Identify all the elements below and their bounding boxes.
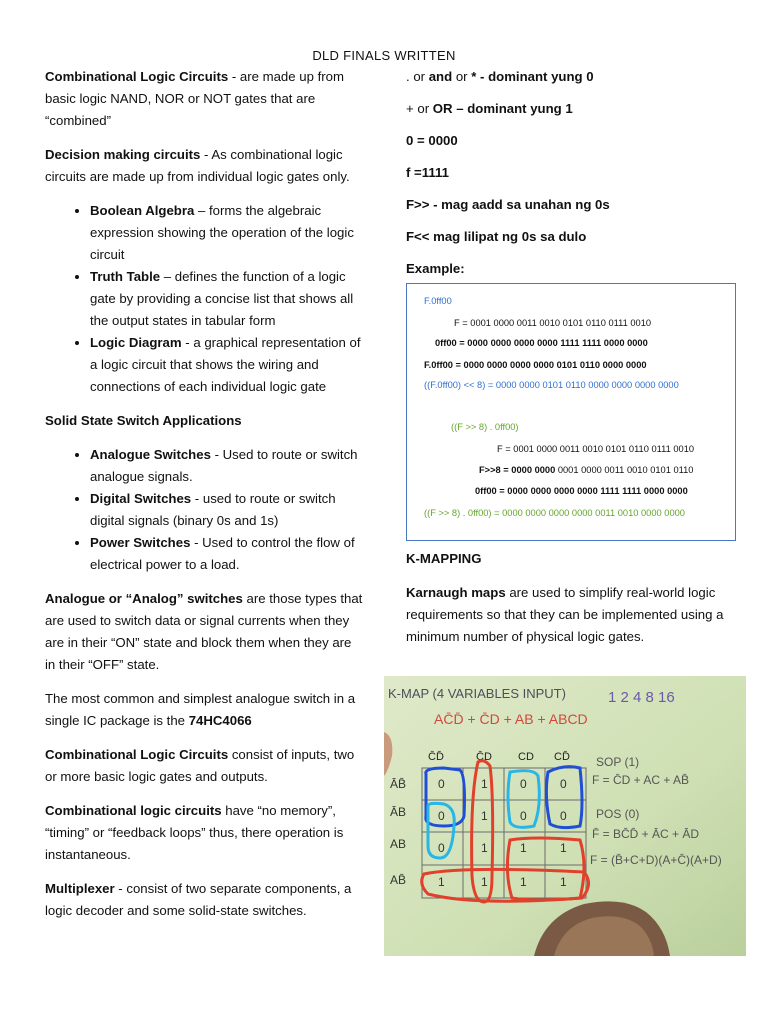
kmap-col-label: C̄D — [476, 751, 492, 763]
example-line: 0ff00 = 0000 0000 0000 0000 1111 1111 0000 0000 — [475, 486, 688, 496]
page-title: DLD FINALS WRITTEN — [312, 48, 456, 63]
svg-text:1: 1 — [520, 875, 527, 889]
paragraph-decision-circuits: Decision making circuits - As combinational logic circuits are made up from individual logic gates only. — [45, 147, 350, 184]
paragraph-combinational-intro: Combinational Logic Circuits - are made up from basic logic NAND, NOR or NOT gates that are “combined” — [45, 69, 344, 128]
svg-text:0: 0 — [560, 809, 567, 823]
svg-text:1: 1 — [481, 875, 488, 889]
list-item: • Boolean Algebra – forms the algebraic expression showing the operation of the logic circuit — [90, 200, 365, 266]
example-line: ((F >> 8) . 0ff00) = 0000 0000 0000 0000 0011 0010 0000 0000 — [424, 508, 685, 518]
svg-text:0: 0 — [438, 841, 445, 855]
svg-text:0: 0 — [560, 777, 567, 791]
svg-text:0: 0 — [520, 809, 527, 823]
svg-text:1: 1 — [481, 841, 488, 855]
kmap-row-label: AB̄ — [390, 873, 407, 887]
list-item: • Truth Table – defines the function of a logic gate by providing a concise list that shows all the output states in tabular form — [90, 266, 365, 332]
representation-list — [45, 200, 365, 398]
svg-text:1: 1 — [560, 875, 567, 889]
sop-label: SOP (1) — [596, 755, 640, 769]
switch-applications-list — [45, 444, 365, 576]
svg-text:0: 0 — [520, 777, 527, 791]
example-line: F = 0001 0000 0011 0010 0101 0110 0111 0010 — [497, 444, 695, 454]
svg-text:1: 1 — [520, 841, 527, 855]
example-label: Example: — [406, 261, 465, 276]
left-column — [45, 66, 365, 934]
kmap-heading: K-MAPPING — [406, 551, 482, 566]
kmap-col-label: CD̄ — [554, 751, 570, 763]
paragraph-no-memory: Combinational logic circuits have “no memory”, “timing” or “feedback loops” thus, there operation is instantaneous. — [45, 803, 344, 862]
example-line: F = 0001 0000 0011 0010 0101 0110 0111 0010 — [454, 318, 652, 328]
right-column — [406, 66, 736, 290]
kmap-row-label: AB — [390, 837, 407, 851]
svg-text:1: 1 — [560, 841, 567, 855]
paragraph-multiplexer: Multiplexer - consist of two separate components, a logic decoder and some solid-state switches. — [45, 881, 352, 918]
photo-header-numbers: 1 2 4 8 16 — [608, 689, 675, 706]
pos-label: POS (0) — [596, 807, 640, 821]
example-box — [406, 283, 736, 541]
f-hex-line: f =1111 — [406, 165, 449, 180]
shift-right-line: F>> - mag aadd sa unahan ng 0s — [406, 197, 610, 212]
heading-solid-state: Solid State Switch Applications — [45, 413, 242, 428]
paragraph-analogue-switches: Analogue or “Analog” switches are those types that are used to switch data or signal currents when they are in their “ON” state and block them when they are in their “OFF” state. — [45, 591, 363, 672]
kmap-section — [406, 548, 736, 660]
kmap-col-label: CD — [518, 751, 534, 763]
example-line: F.0ff00 = 0000 0000 0000 0000 0101 0110 0000 0000 — [424, 360, 647, 370]
photo-header: K-MAP (4 VARIABLES INPUT) — [388, 686, 566, 701]
example-line: ((F.0ff00) << 8) = 0000 0000 0101 0110 0000 0000 0000 0000 — [424, 380, 679, 390]
kmap-row-label: ĀB — [390, 805, 407, 819]
photo-expression: AC̄D̄ + C̄D + AB + ABCD — [434, 711, 588, 727]
svg-text:0: 0 — [438, 809, 445, 823]
example-line: F>>8 = 0000 0000 0001 0000 0011 0010 0101 0110 — [479, 465, 694, 475]
example-line: F.0ff00 — [424, 296, 452, 306]
svg-text:1: 1 — [481, 777, 488, 791]
paragraph-circuits-consist: Combinational Logic Circuits consist of inputs, two or more basic logic gates and outputs. — [45, 747, 355, 784]
pos-expression: F = (B̄+C+D)(A+C̄)(A+D) — [590, 853, 722, 867]
svg-text:0: 0 — [438, 777, 445, 791]
kmap-row-label: ĀB̄ — [390, 777, 407, 791]
or-operator-line: + or OR – dominant yung 1 — [406, 101, 573, 116]
shift-left-line: F<< mag lilipat ng 0s sa dulo — [406, 229, 587, 244]
zero-hex-line: 0 = 0000 — [406, 133, 458, 148]
list-item: • Digital Switches - used to route or switch digital signals (binary 0s and 1s) — [90, 488, 365, 532]
kmap-whiteboard-photo — [384, 676, 746, 956]
pos-expression: F̄ = BC̄D̄ + ĀC + ĀD — [592, 827, 700, 841]
example-line: ((F >> 8) . 0ff00) — [451, 422, 519, 432]
svg-text:1: 1 — [438, 875, 445, 889]
and-operator-line: . or and or * - dominant yung 0 — [406, 69, 594, 84]
paragraph-karnaugh: Karnaugh maps are used to simplify real-world logic requirements so that they can be implemented using a minimum number of physical logic gates. — [406, 585, 724, 644]
list-item: • Analogue Switches - Used to route or switch analogue signals. — [90, 444, 365, 488]
sop-expression: F = C̄D + AC + AB̄ — [592, 773, 690, 787]
kmap-col-label: C̄D̄ — [428, 751, 444, 763]
list-item: • Logic Diagram - a graphical representation of a logic circuit that shows the wiring and connections of each individual logic gate — [90, 332, 365, 398]
paragraph-74hc4066: The most common and simplest analogue switch in a single IC package is the 74HC4066 — [45, 691, 356, 728]
list-item: • Power Switches - Used to control the flow of electrical power to a load. — [90, 532, 365, 576]
svg-text:1: 1 — [481, 809, 488, 823]
example-line: 0ff00 = 0000 0000 0000 0000 1111 1111 0000 0000 — [435, 338, 648, 348]
